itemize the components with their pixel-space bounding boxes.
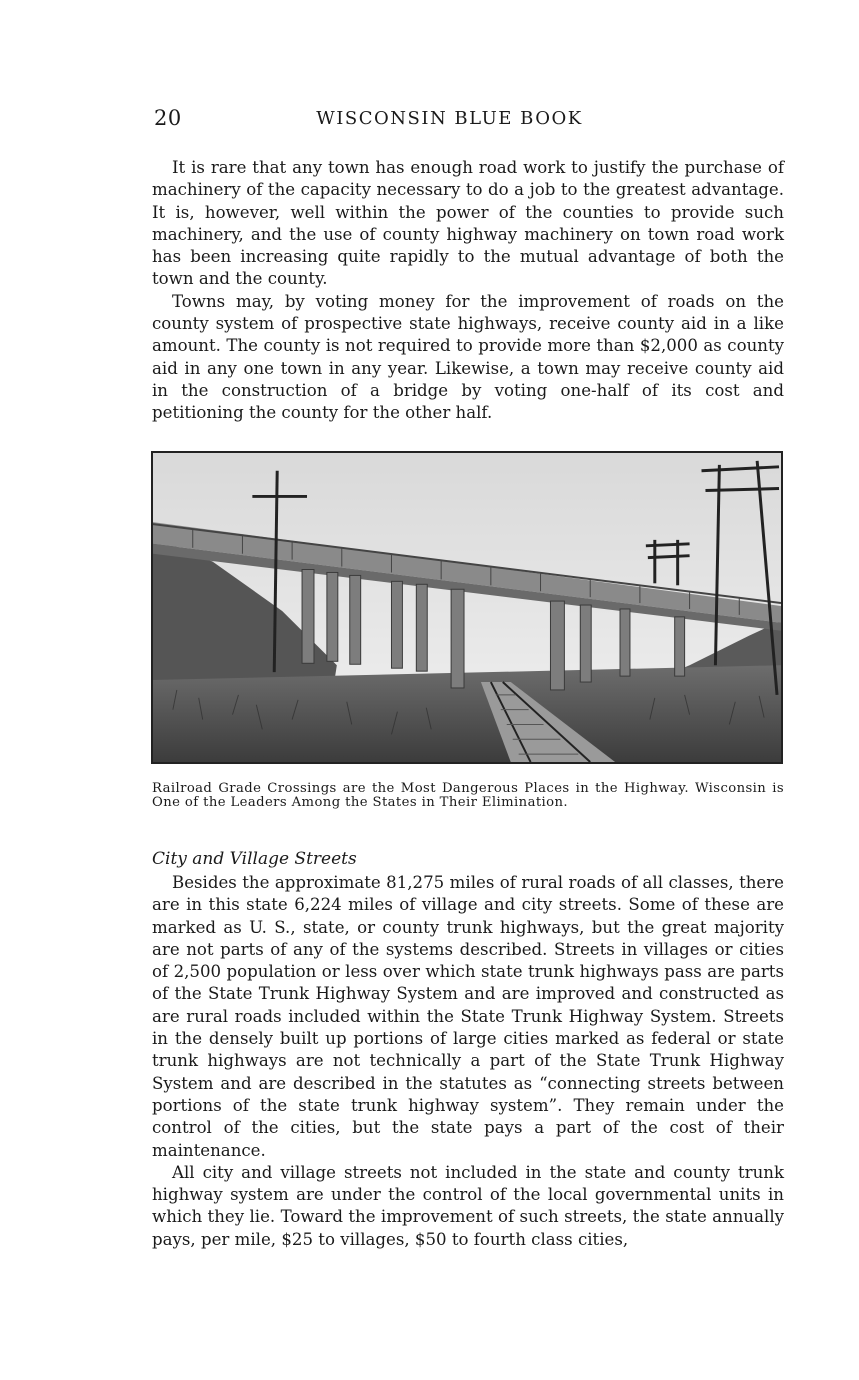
page-number: 20 [154,106,182,130]
overpass-illustration [153,453,781,762]
figure-caption: Railroad Grade Crossings are the Most Dangerous Places in the Highway. Wisconsin is One of the Leaders Among the States in Their Elimination. [152,781,784,810]
paragraph: Towns may, by voting money for the improvement of roads on the county system of prospective state highways, receive county aid in a like amount. The county is not required to provide more than $2,000 as county aid in any one town in any year. Likewise, a town may receive county aid in the construction of a bridge by voting one-half of its cost and petitioning the county for the other half. [152,291,784,423]
paragraph: All city and village streets not included in the state and county trunk highway system are under the control of the local governmental units in which they lie. Toward the improvement of such streets, the state annually pays, per mile, $25 to villages, $50 to fourth class cities, [152,1162,784,1249]
section-heading: City and Village Streets [152,849,357,869]
railroad-overpass-photo [151,451,783,764]
section-paragraphs [152,872,784,1251]
running-head: WISCONSIN BLUE BOOK [316,108,583,129]
paragraph: Besides the approximate 81,275 miles of rural roads of all classes, there are in this state 6,224 miles of village and city streets. Some of these are marked as U. S., state, or county trunk highways, but the great majority are not parts of any of the systems described. Streets in villages or cities of 2,500 population or less over which state trunk highways pass are parts of the State Trunk Highway System and are improved and constructed as are rural roads included within the State Trunk Highway System. Streets in the densely built up portions of large cities marked as federal or state trunk highways are not technically a part of the State Trunk Highway System and are described in the statutes as “connecting streets between portions of the state trunk highway system”. They remain under the control of the cities, but the state pays a part of the cost of their maintenance. [152,873,784,1160]
opening-paragraphs [152,157,784,425]
paragraph: It is rare that any town has enough road work to justify the purchase of machinery of the capacity necessary to do a job to the greatest advantage. It is, however, well within the power of the counties to provide such machinery, and the use of county highway machinery on town road work has been increasing quite rapidly to the mutual advantage of both the town and the county. [152,158,784,289]
